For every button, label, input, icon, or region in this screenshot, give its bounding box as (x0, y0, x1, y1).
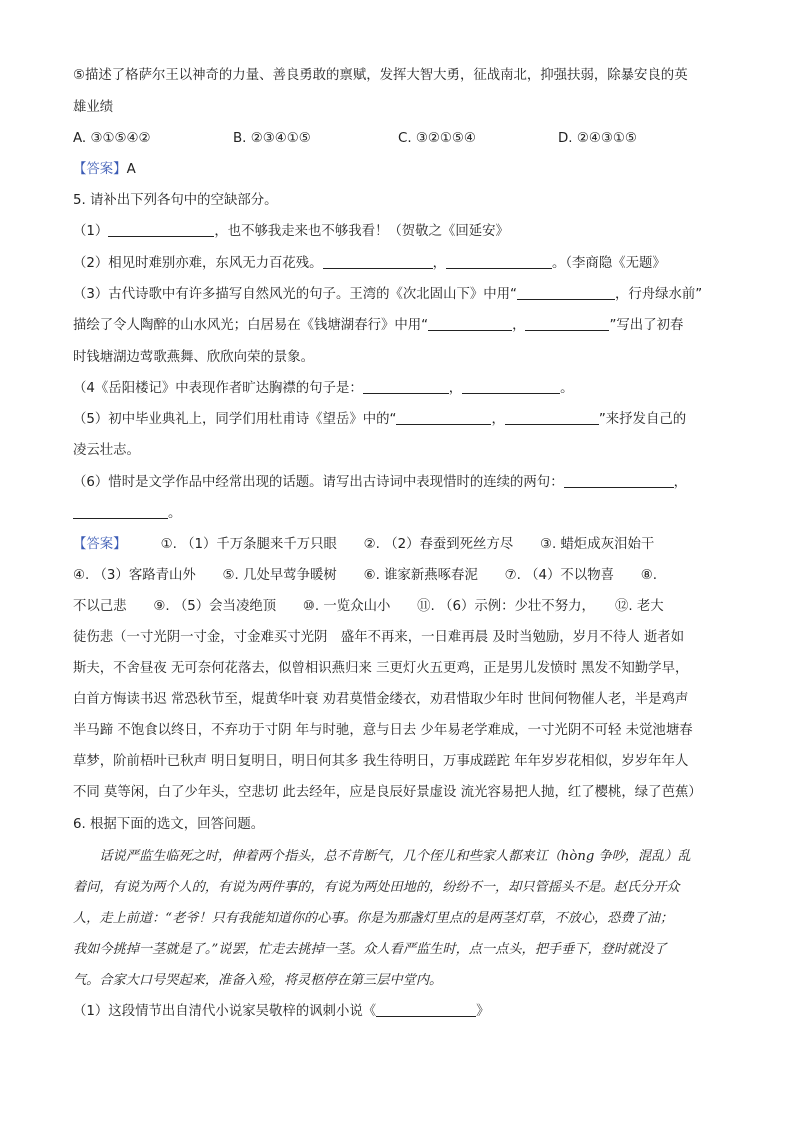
q5-3-text2: ，行舟绿水前” (614, 287, 703, 302)
q5-3-text3: 描绘了令人陶醉的山水风光；白居易在《钱塘湖春行》中用“ (73, 318, 429, 333)
q6-1-close: 》 (476, 1004, 490, 1019)
answer-5-line-7: 半马蹄 不饱食以终日，不弃功于寸阴 年与时驰，意与日去 少年易老学难成，一寸光阴不可轻 未觉池塘春 (73, 723, 693, 738)
q5-6-period: 。 (168, 506, 182, 521)
q5-2-source: 。（李商隐《无题》 (551, 256, 666, 271)
blank (108, 222, 214, 237)
passage-line-3: 人，走上前道：“老爷！只有我能知道你的心事。你是为那盏灯里点的是两茎灯草，不放心，恐费了油； (73, 911, 674, 926)
q5-item-3 (73, 285, 702, 305)
answer-5-line-5: 斯夫，不舍昼夜 无可奈何花落去，似曾相识燕归来 三更灯火五更鸡，正是男儿发愤时 黑发不知勤学早， (73, 661, 689, 676)
q5-5-text2: ”来抒发自己的 (598, 412, 687, 427)
q5-5-comma: ， (491, 412, 505, 427)
answer-tag: 【答案】 (73, 162, 127, 177)
passage-line-1: 话说严监生临死之时，伸着两个指头，总不肯断气，几个侄儿和些家人都来讧（hòng 争吵，混乱）乱 (73, 849, 691, 864)
answer-value: A (126, 162, 136, 177)
q5-item-6-cont (73, 504, 181, 524)
blank (505, 410, 599, 425)
q5-1-text: ，也不够我走来也不够我看！（贺敬之《回延安》 (214, 224, 509, 239)
q5-item-3-cont (73, 316, 683, 336)
answer-5-line-3: 不以己悲 ⑨. （5）会当凌绝顶 ⑩. 一览众山小 ⑪. （6）示例：少壮不努力， ⑫. 老大 (73, 599, 664, 614)
option-c: C. ③②①⑤④ (398, 131, 476, 146)
answer-5-line-1 (73, 535, 654, 555)
option-d: D. ②④③①⑤ (558, 131, 637, 146)
options-row (73, 129, 733, 149)
q5-3-comma: ， (512, 318, 526, 333)
blank (446, 254, 552, 269)
item5-line-cont: 雄业绩 (73, 100, 114, 115)
q5-item-5 (73, 410, 686, 430)
blank (525, 316, 609, 331)
q5-2-text: （2）相见时难别亦难，东风无力百花残。 (73, 256, 323, 271)
answer-5-line-6: 白首方悔读书迟 常恐秋节至，焜黄华叶衰 劝君莫惜金缕衣，劝君惜取少年时 世间何物催人老，半是鸡声 (73, 692, 689, 707)
item5-line: ⑤描述了格萨尔王以神奇的力量、善良勇敢的禀赋，发挥大智大勇，征战南北，抑强扶弱，除暴安良的英 (73, 68, 688, 83)
q5-3-text: （3）古代诗歌中有许多描写自然风光的句子。王湾的《次北固山下》中用“ (73, 287, 517, 302)
q6-item-1 (73, 1002, 490, 1022)
question-5-title: 5. 请补出下列各句中的空缺部分。 (73, 193, 278, 208)
blank (462, 379, 560, 394)
q5-item-1 (73, 222, 509, 242)
q5-item-2 (73, 254, 666, 274)
q5-1-label: （1） (73, 224, 109, 239)
q5-item-5-cont: 凌云壮志。 (73, 443, 140, 458)
answer-5-text: ①. （1）千万条腿来千万只眼 ②. （2）春蚕到死丝方尽 ③. 蜡炬成灰泪始干 (160, 537, 655, 552)
q5-3-text4: ”写出了初春 (609, 318, 684, 333)
blank (517, 285, 615, 300)
answer-4 (73, 160, 136, 180)
q5-4-text: （4《岳阳楼记》中表现作者旷达胸襟的句子是： (73, 381, 363, 396)
q6-1-text: （1）这段情节出自清代小说家吴敬梓的讽刺小说《 (73, 1004, 377, 1019)
answer-tag: 【答案】 (73, 537, 127, 552)
q5-item-6 (73, 473, 687, 493)
blank (323, 254, 433, 269)
passage-line-5: 气。合家大口号哭起来，准备入殓，将灵柩停在第三层中堂内。 (73, 973, 443, 988)
q5-5-text: （5）初中毕业典礼上，同学们用杜甫诗《望岳》中的“ (73, 412, 397, 427)
blank (564, 473, 674, 488)
q5-4-comma: ， (448, 381, 463, 396)
option-b: B. ②③④①⑤ (233, 131, 311, 146)
q5-6-comma: ， (673, 475, 687, 490)
blank (428, 316, 512, 331)
blank (376, 1002, 476, 1017)
answer-5-line-9: 不同 莫等闲，白了少年头，空悲切 此去经年，应是良辰好景虚设 流光容易把人抛，红了樱桃，绿了芭蕉） (73, 785, 702, 800)
q5-2-comma: ， (432, 256, 446, 271)
passage-line-4: 我如今挑掉一茎就是了。”说罢，忙走去挑掉一茎。众人看严监生时，点一点头，把手垂下，登时就没了 (73, 942, 667, 957)
answer-5-line-2: ④. （3）客路青山外 ⑤. 几处早莺争暖树 ⑥. 谁家新燕啄春泥 ⑦. （4）不以物喜 ⑧. (73, 568, 658, 583)
q5-4-period: 。 (560, 381, 574, 396)
q5-item-3-end: 时钱塘湖边莺歌燕舞、欣欣向荣的景象。 (73, 350, 315, 365)
blank (363, 379, 449, 394)
answer-5-line-8: 草梦，阶前梧叶已秋声 明日复明日，明日何其多 我生待明日，万事成蹉跎 年年岁岁花相似，岁岁年年人 (73, 754, 689, 769)
q5-6-text: （6）惜时是文学作品中经常出现的话题。请写出古诗词中表现惜时的连续的两句： (73, 475, 564, 490)
question-6-title: 6. 根据下面的选文，回答问题。 (73, 817, 265, 832)
passage-line-2: 着问，有说为两个人的，有说为两件事的，有说为两处田地的，纷纷不一，却只管摇头不是。赵氏分开众 (73, 880, 680, 895)
blank (73, 504, 168, 519)
answer-5-line-4: 徒伤悲（一寸光阴一寸金，寸金难买寸光阴 盛年不再来，一日难再晨 及时当勉励，岁月不待人 逝者如 (73, 630, 685, 645)
option-a: A. ③①⑤④② (73, 131, 151, 146)
q5-item-4 (73, 379, 574, 399)
blank (396, 410, 491, 425)
